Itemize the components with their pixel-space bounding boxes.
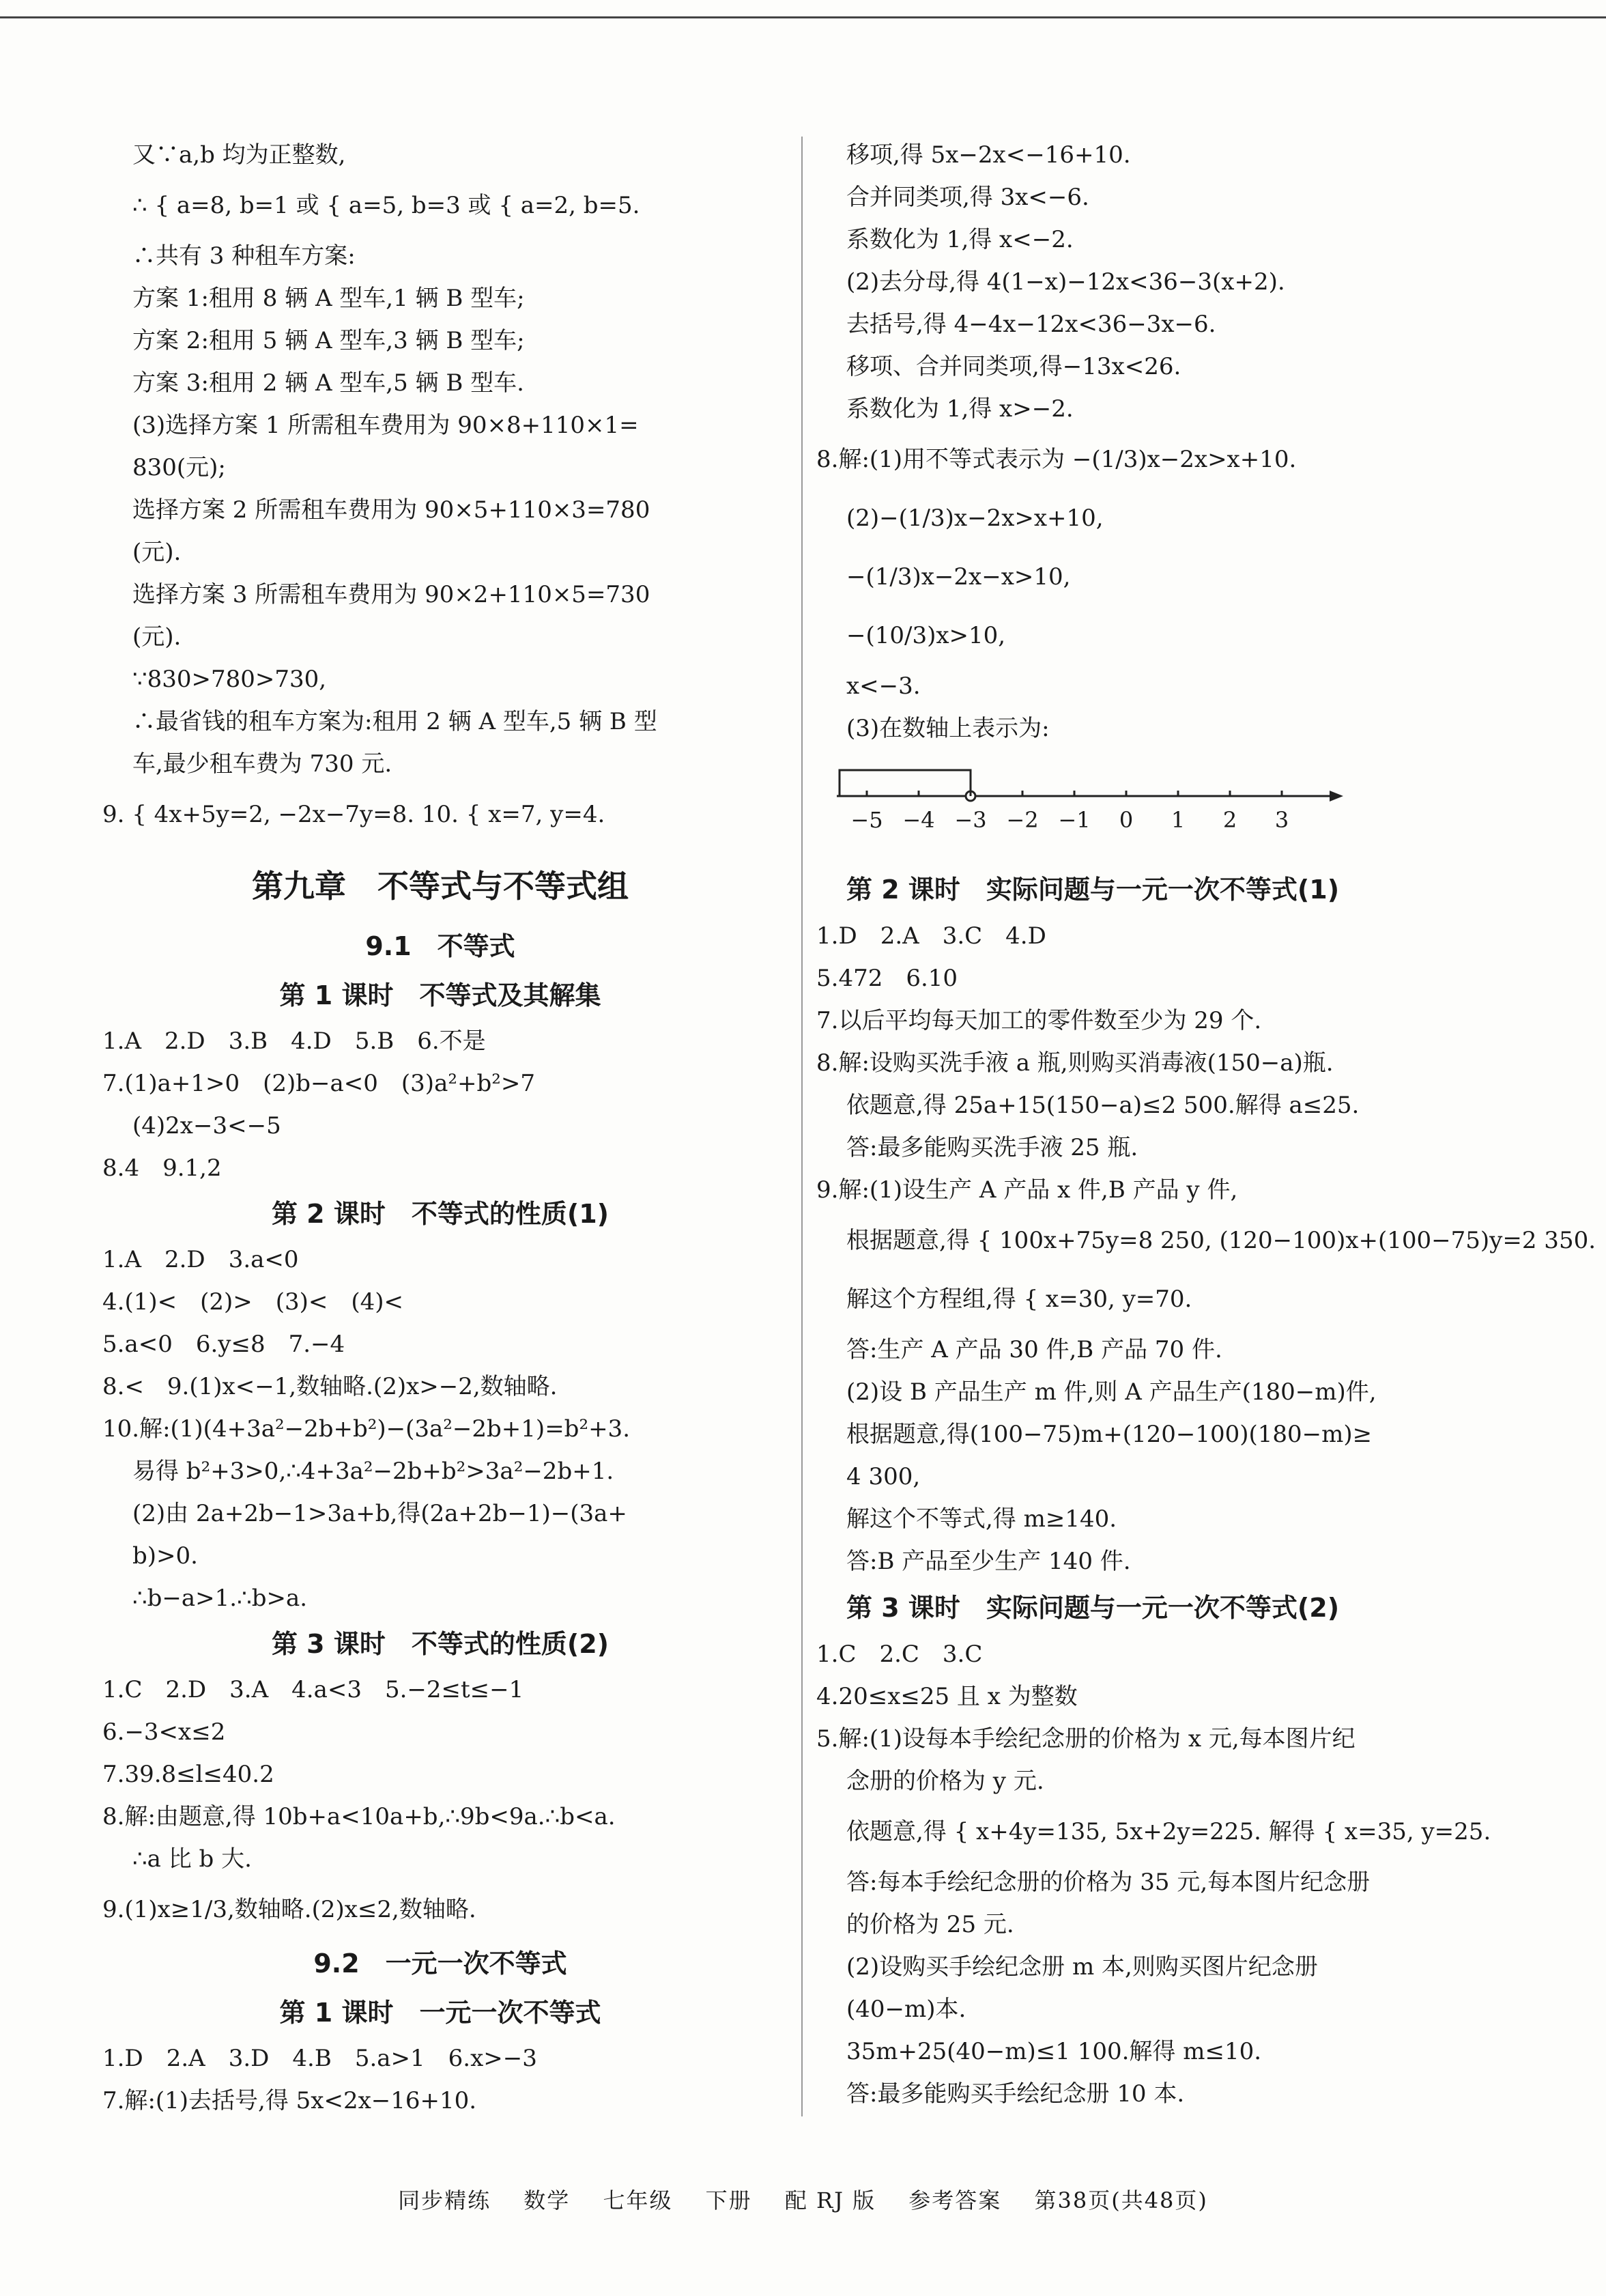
answer-line: 5.解:(1)设每本手绘纪念册的价格为 x 元,每本图片纪 — [816, 1725, 1356, 1753]
answer-line: ∴a 比 b 大. — [132, 1845, 252, 1873]
answer-line: 答:B 产品至少生产 140 件. — [846, 1548, 1131, 1575]
number-line-tick-label: −2 — [1006, 807, 1039, 833]
answer-line: 1.D 2.A 3.D 4.B 5.a>1 6.x>−3 — [102, 2045, 537, 2072]
answer-line: ∴共有 3 种租车方案: — [132, 242, 356, 270]
answer-line: 根据题意,得 { 100x+75y=8 250, (120−100)x+(100−75)y=2 350. — [846, 1227, 1596, 1254]
answer-line: 5.472 6.10 — [816, 965, 958, 992]
footer-section: 参考答案 — [908, 2187, 1002, 2213]
number-line-tick-label: 1 — [1171, 807, 1186, 833]
answer-line: (40−m)本. — [846, 1996, 966, 2023]
footer-page-number: 第38页(共48页) — [1034, 2187, 1208, 2213]
answer-line: (2)设 B 产品生产 m 件,则 A 产品生产(180−m)件, — [846, 1378, 1377, 1406]
left-column — [102, 134, 778, 2122]
lesson-title: 第 2 课时 不等式的性质(1) — [271, 1199, 610, 1229]
answer-line: 选择方案 2 所需租车费用为 90×5+110×3=780 — [132, 496, 650, 524]
answer-line: 易得 b²+3>0,∴4+3a²−2b+b²>3a²−2b+1. — [132, 1458, 614, 1485]
section-title: 9.1 不等式 — [365, 931, 515, 961]
footer-subject: 数学 — [524, 2187, 571, 2213]
column-divider — [801, 137, 803, 2116]
number-line-figure — [830, 755, 1362, 858]
answer-line: 合并同类项,得 3x<−6. — [846, 184, 1089, 211]
answer-line: (2)−(1/3)x−2x>x+10, — [846, 505, 1104, 532]
answer-line: 8.< 9.(1)x<−1,数轴略.(2)x>−2,数轴略. — [102, 1373, 558, 1400]
footer-book: 同步精练 — [398, 2187, 491, 2213]
lesson-title: 第 3 课时 不等式的性质(2) — [271, 1629, 610, 1659]
lesson-title: 第 1 课时 一元一次不等式 — [279, 1998, 601, 2028]
answer-line: ∴b−a>1.∴b>a. — [132, 1585, 308, 1612]
answer-line: ∴ { a=8, b=1 或 { a=5, b=3 或 { a=2, b=5. — [132, 192, 640, 219]
answer-line: (2)去分母,得 4(1−x)−12x<36−3(x+2). — [846, 268, 1285, 296]
answer-line: 解这个不等式,得 m≥140. — [846, 1505, 1117, 1533]
answer-line: 根据题意,得(100−75)m+(120−100)(180−m)≥ — [846, 1421, 1373, 1448]
answer-line: (元). — [132, 539, 182, 566]
answer-line: (元). — [132, 623, 182, 651]
number-line — [830, 755, 1533, 858]
answer-line: 车,最少租车费为 730 元. — [132, 750, 392, 778]
answer-line: 答:最多能购买洗手液 25 瓶. — [846, 1134, 1138, 1161]
answer-line: 选择方案 3 所需租车费用为 90×2+110×5=730 — [132, 581, 650, 608]
lesson-title: 第 2 课时 实际问题与一元一次不等式(1) — [846, 875, 1340, 905]
footer-volume: 下册 — [705, 2187, 752, 2213]
answer-line: 念册的价格为 y 元. — [846, 1768, 1044, 1795]
answer-line: (3)选择方案 1 所需租车费用为 90×8+110×1= — [132, 412, 639, 439]
footer-grade: 七年级 — [603, 2187, 673, 2213]
answer-line: 移项、合并同类项,得−13x<26. — [846, 353, 1181, 380]
answer-line: 4.20≤x≤25 且 x 为整数 — [816, 1683, 1078, 1710]
answer-line: 1.D 2.A 3.C 4.D — [816, 922, 1046, 950]
answer-line: ∵830>780>730, — [132, 666, 327, 693]
answer-line: 方案 3:租用 2 辆 A 型车,5 辆 B 型车. — [132, 369, 524, 397]
right-column — [816, 134, 1596, 2115]
answer-line: 4 300, — [846, 1463, 921, 1490]
answer-line: 4.(1)< (2)> (3)< (4)< — [102, 1288, 404, 1316]
answer-line: 8.解:设购买洗手液 a 瓶,则购买消毒液(150−a)瓶. — [816, 1049, 1334, 1077]
answer-line: 830(元); — [132, 454, 226, 481]
answer-line: 又∵a,b 均为正整数, — [132, 141, 346, 169]
answer-line: 1.C 2.C 3.C — [816, 1641, 983, 1668]
answer-line: 方案 2:租用 5 辆 A 型车,3 辆 B 型车; — [132, 327, 525, 354]
lesson-title: 第 1 课时 不等式及其解集 — [279, 980, 601, 1010]
answer-line: 9.(1)x≥1/3,数轴略.(2)x≤2,数轴略. — [102, 1896, 476, 1923]
answer-line: 7.39.8≤l≤40.2 — [102, 1761, 274, 1788]
answer-line: 7.(1)a+1>0 (2)b−a<0 (3)a²+b²>7 — [102, 1070, 535, 1097]
answer-line: 移项,得 5x−2x<−16+10. — [846, 141, 1131, 169]
number-line-tick-label: −5 — [850, 807, 883, 833]
number-line-arrow-icon — [1330, 791, 1343, 802]
answer-line: 8.解:(1)用不等式表示为 −(1/3)x−2x>x+10. — [816, 446, 1297, 473]
answer-line: (2)设购买手绘纪念册 m 本,则购买图片纪念册 — [846, 1953, 1318, 1981]
answer-line: 6.−3<x≤2 — [102, 1718, 226, 1746]
solution-bracket — [840, 770, 971, 796]
section-title: 9.2 一元一次不等式 — [313, 1948, 567, 1979]
answer-line: (4)2x−3<−5 — [132, 1112, 281, 1139]
top-rule — [0, 16, 1606, 18]
lesson-title: 第 3 课时 实际问题与一元一次不等式(2) — [846, 1593, 1340, 1623]
answer-line: 7.解:(1)去括号,得 5x<2x−16+10. — [102, 2087, 477, 2114]
answer-line: 1.A 2.D 3.a<0 — [102, 1246, 299, 1273]
answer-line: 9.解:(1)设生产 A 产品 x 件,B 产品 y 件, — [816, 1176, 1238, 1204]
answer-line: 答:最多能购买手绘纪念册 10 本. — [846, 2080, 1185, 2108]
number-line-tick-label: 3 — [1274, 807, 1289, 833]
answer-line: 1.A 2.D 3.B 4.D 5.B 6.不是 — [102, 1027, 486, 1055]
answer-line: 10.解:(1)(4+3a²−2b+b²)−(3a²−2b+1)=b²+3. — [102, 1415, 631, 1443]
page-footer — [0, 2183, 1606, 2215]
answer-line: 依题意,得 { x+4y=135, 5x+2y=225. 解得 { x=35, y=25. — [846, 1818, 1491, 1845]
answer-line: b)>0. — [132, 1542, 198, 1570]
answer-line: ∴最省钱的租车方案为:租用 2 辆 A 型车,5 辆 B 型 — [132, 708, 657, 735]
answer-line: 答:每本手绘纪念册的价格为 35 元,每本图片纪念册 — [846, 1869, 1371, 1896]
answer-line: 7.以后平均每天加工的零件数至少为 29 个. — [816, 1007, 1262, 1034]
answer-line: 系数化为 1,得 x<−2. — [846, 226, 1074, 253]
answer-line: 方案 1:租用 8 辆 A 型车,1 辆 B 型车; — [132, 285, 525, 312]
number-line-tick-label: 0 — [1119, 807, 1134, 833]
number-line-tick-label: 2 — [1222, 807, 1237, 833]
answer-line: 1.C 2.D 3.A 4.a<3 5.−2≤t≤−1 — [102, 1676, 524, 1703]
answer-line: 9. { 4x+5y=2, −2x−7y=8. 10. { x=7, y=4. — [102, 801, 605, 828]
answer-line: −(1/3)x−2x−x>10, — [846, 563, 1071, 591]
number-line-tick-label: −1 — [1058, 807, 1091, 833]
answer-line: 系数化为 1,得 x>−2. — [846, 395, 1074, 423]
answer-line: (2)由 2a+2b−1>3a+b,得(2a+2b−1)−(3a+ — [132, 1500, 627, 1527]
answer-line: 依题意,得 25a+15(150−a)≤2 500.解得 a≤25. — [846, 1092, 1360, 1119]
footer-edition: 配 RJ 版 — [784, 2187, 876, 2213]
answer-line: (3)在数轴上表示为: — [846, 715, 1050, 742]
answer-line: x<−3. — [846, 672, 921, 700]
chapter-title: 第九章 不等式与不等式组 — [252, 868, 629, 905]
answer-line: 8.解:由题意,得 10b+a<10a+b,∴9b<9a.∴b<a. — [102, 1803, 616, 1830]
answer-line: 的价格为 25 元. — [846, 1911, 1014, 1938]
number-line-tick-label: −3 — [954, 807, 987, 833]
answer-line: 5.a<0 6.y≤8 7.−4 — [102, 1331, 345, 1358]
answer-line: 解这个方程组,得 { x=30, y=70. — [846, 1286, 1192, 1313]
answer-line: −(10/3)x>10, — [846, 622, 1006, 649]
answer-line: 答:生产 A 产品 30 件,B 产品 70 件. — [846, 1336, 1222, 1363]
number-line-tick-label: −4 — [902, 807, 935, 833]
answer-line: 35m+25(40−m)≤1 100.解得 m≤10. — [846, 2038, 1262, 2065]
answer-line: 8.4 9.1,2 — [102, 1154, 222, 1182]
answer-line: 去括号,得 4−4x−12x<36−3x−6. — [846, 311, 1216, 338]
